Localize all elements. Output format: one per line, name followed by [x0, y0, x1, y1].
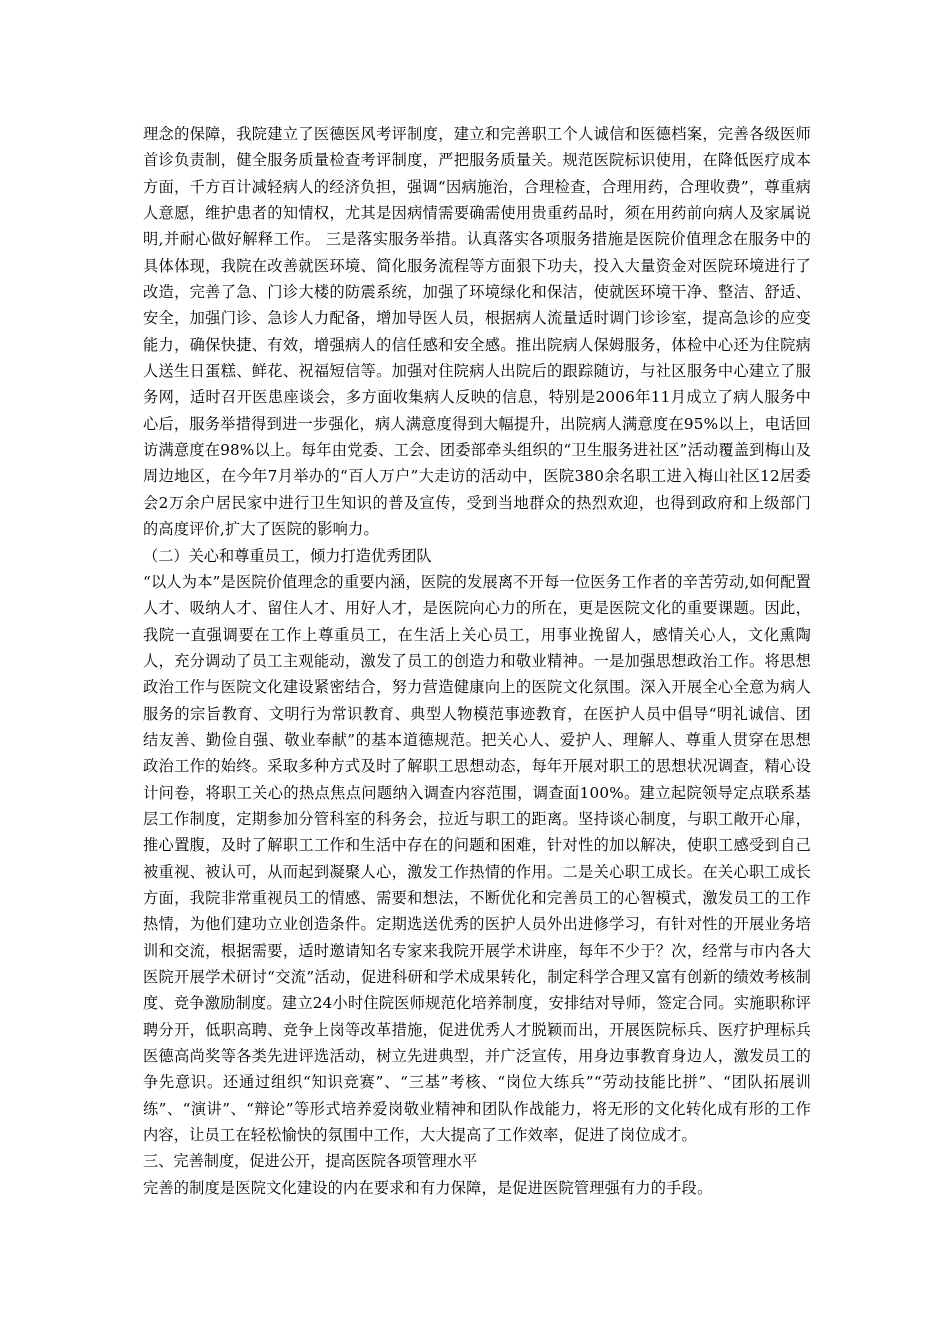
paragraph-system-intro: 完善的制度是医院文化建设的内在要求和有力保障，是促进医院管理强有力的手段。 — [143, 1178, 713, 1197]
paragraph-people-oriented: “以人为本”是医院价值理念的重要内涵，医院的发展离不开每一位医务工作者的辛苦劳动,如何配置人才、吸纳人才、留住人才、用好人才，是医院向心力的所在，更是医院文化的重要课题。因此，我院一直强调要在工作上尊重员工，在生活上关心员工，用事业挽留人，感情关心人，文化熏陶人，充分调动了员工主观能动，激发了员工的创造力和敬业精神。一是加强思想政治工作。将思想政治工作与医院文化建设紧密结合，努力营造健康向上的医院文化氛围。深入开展全心全意为病人服务的宗旨教育、文明行为常识教育、典型人物模范事迹教育，在医护人员中倡导“明礼诚信、团结友善、勤俭自强、敬业奉献”的基本道德规范。把关心人、爱护人、理解人、尊重人贯穿在思想政治工作的始终。采取多种方式及时了解职工思想动态，每年开展对职工的思想状况调查，精心设计问卷，将职工关心的热点焦点问题纳入调查内容范围，调查面100%。建立起院领导定点联系基层工作制度，定期参加分管科室的科务会，拉近与职工的距离。坚持谈心制度，与职工敞开心扉，推心置腹，及时了解职工工作和生活中存在的问题和困难，针对性的加以解决，使职工感受到自己被重视、被认可，从而起到凝聚人心，激发工作热情的作用。二是关心职工成长。在关心职工成长方面，我院非常重视员工的情感、需要和想法，不断优化和完善员工的心智模式，激发员工的工作热情，为他们建功立业创造条件。定期选送优秀的医护人员外出进修学习，有针对性的开展业务培训和交流，根据需要，适时邀请知名专家来我院开展学术讲座，每年不少于？次，经常与市内各大医院开展学术研讨“交流”活动，促进科研和学术成果转化，制定科学合理又富有创新的绩效考核制度、竞争激励制度。建立24小时住院医师规范化培养制度，安排结对导师，签定合同。实施职称评聘分开，低职高聘、竞争上岗等改革措施，促进优秀人才脱颖而出，开展医院标兵、医疗护理标兵医德高尚奖等各类先进评选活动，树立先进典型，并广泛宣传，用身边事教育身边人，激发员工的争先意识。还通过组织“知识竞赛”、“三基”考核、“岗位大练兵”“劳动技能比拼”、“团队拓展训练”、“演讲”、“辩论”等形式培养爱岗敬业精神和团队作战能力，将无形的文化转化成有形的工作内容，让员工在轻松愉快的氛围中工作，大大提高了工作效率，促进了岗位成才。 — [143, 572, 811, 1145]
section-heading-care-staff: （二）关心和尊重员工，倾力打造优秀团队 — [143, 546, 432, 565]
paragraph-value-concept: 理念的保障，我院建立了医德医风考评制度，建立和完善职工个人诚信和医德档案，完善各级医师首诊负责制，健全服务质量检查考评制度，严把服务质量关。规范医院标识使用，在降低医疗成本方面，千方百计减轻病人的经济负担，强调“因病施治，合理检查，合理用药，合理收费”，尊重病人意愿，维护患者的知情权，尤其是因病情需要确需使用贵重药品时，须在用药前向病人及家属说明,并耐心做好解释工作。 三是落实服务举措。认真落实各项服务措施是医院价值理念在服务中的具体体现，我院在改善就医环境、简化服务流程等方面狠下功夫，投入大量资金对医院环境进行了改造，完善了急、门诊大楼的防震系统，加强了环境绿化和保洁，使就医环境干净、整洁、舒适、安全，加强门诊、急诊人力配备，增加导医人员，根据病人流量适时调门诊诊室，提高急诊的应变能力，确保快捷、有效，增强病人的信任感和安全感。推出院病人保姆服务，体检中心还为住院病人送生日蛋糕、鲜花、祝福短信等。加强对住院病人出院后的跟踪随访，与社区服务中心建立了服务网，适时召开医患座谈会，多方面收集病人反映的信息，特别是2006年11月成立了病人服务中心后，服务举措得到进一步强化，病人满意度得到大幅提升，出院病人满意度在95%以上，电话回访满意度在98%以上。每年由党委、工会、团委部牵头组织的“卫生服务进社区”活动覆盖到梅山及周边地区，在今年7月举办的“百人万户”大走访的活动中，医院380余名职工进入梅山社区12居委会2万余户居民家中进行卫生知识的普及宣传，受到当地群众的热烈欢迎，也得到政府和上级部门的高度评价,扩大了医院的影响力。 — [143, 125, 811, 539]
section-heading-improve-system: 三、完善制度，促进公开，提高医院各项管理水平 — [143, 1152, 478, 1171]
document-body — [143, 121, 811, 1201]
